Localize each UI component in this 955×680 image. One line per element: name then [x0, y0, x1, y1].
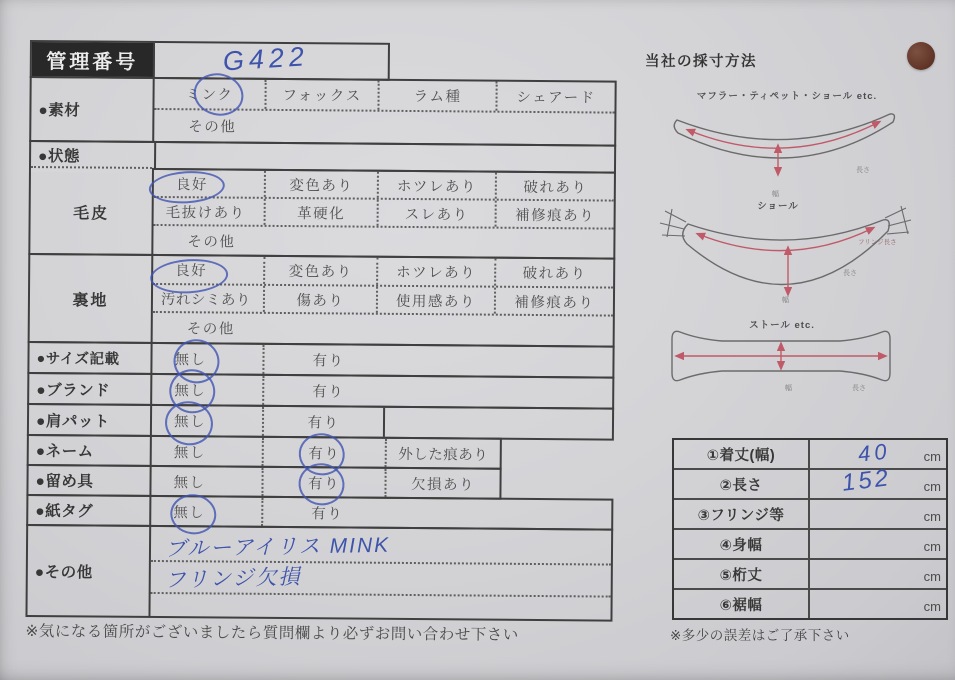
- measurement-value-cell: [810, 464, 946, 498]
- management-number-label: 管理番号: [32, 42, 155, 77]
- shawl-outline: [683, 220, 889, 285]
- measurement-value-cell: [810, 440, 946, 468]
- paper-tag-none: 無し: [173, 504, 206, 521]
- fastener-none: 無し: [173, 474, 206, 491]
- muffler-diagram: [652, 86, 947, 201]
- material-option-fox: フォックス: [264, 80, 377, 110]
- brand-label: ●ブランド: [29, 374, 152, 404]
- measurement-row-fringe: [674, 500, 946, 530]
- muffler-outline: [674, 114, 894, 158]
- measurement-row-hem-width: [674, 590, 946, 618]
- size-noted-yes: 有り: [262, 345, 392, 375]
- fur-label: 毛皮: [30, 169, 154, 254]
- lining-option-repaired: 補修痕あり: [494, 288, 613, 315]
- measurement-label: ⑤桁丈: [674, 560, 810, 588]
- measurement-value-cell: [810, 530, 946, 558]
- measurement-label: ①着丈(幅): [674, 440, 810, 468]
- stole-diagram: [652, 316, 944, 411]
- shawl-length-label: 長さ: [843, 270, 857, 277]
- condition-label-divider: [31, 166, 152, 173]
- stole-diagram-title: ストール etc.: [749, 320, 815, 331]
- lining-option-damaged: 傷あり: [263, 286, 376, 313]
- fur-other-label: その他: [187, 233, 236, 251]
- measurement-value-cell: [810, 500, 946, 528]
- other-notes-label: ●その他: [27, 526, 151, 616]
- lining-option-good: 良好: [175, 263, 208, 280]
- material-option-sheared: シェアード: [495, 82, 614, 112]
- name-tag-yes: 有り: [262, 438, 385, 467]
- stole-width-label: 幅: [785, 385, 792, 392]
- unit-label: cm: [923, 479, 941, 494]
- shawl-fringe-label: フリンジ長さ: [858, 239, 897, 246]
- name-tag-label: ●ネーム: [29, 436, 152, 465]
- muffler-width-label: 幅: [772, 191, 779, 198]
- brand-none: 無し: [174, 383, 207, 400]
- footer-note: ※気になる箇所がございましたら質問欄より必ずお問い合わせ下さい: [25, 622, 519, 644]
- measurement-value-cell: [810, 560, 946, 588]
- other-notes-row: [25, 524, 613, 622]
- lining-label: 裏地: [30, 255, 154, 342]
- material-option-lamb: ラム種: [377, 81, 495, 111]
- name-tag-none: 無し: [173, 444, 206, 461]
- lining-option-frayed: ホツレあり: [376, 258, 494, 286]
- fur-option-torn: 破れあり: [495, 173, 614, 200]
- brown-dot-sticker-icon: [907, 42, 935, 70]
- lining-option-used: 使用感あり: [376, 287, 494, 314]
- brand-yes: 有り: [262, 376, 392, 406]
- unit-label: cm: [923, 599, 941, 614]
- material-label: ●素材: [31, 78, 154, 141]
- shawl-width-label: 幅: [782, 297, 789, 304]
- name-tag-removed-trace: 外した痕あり: [385, 439, 500, 468]
- muffler-length-label: 長さ: [856, 167, 870, 174]
- lining-option-stained: 汚れシミあり: [160, 291, 252, 309]
- stole-length-label: 長さ: [852, 385, 866, 392]
- management-number-cell: [155, 43, 388, 79]
- measurement-label: ②長さ: [674, 470, 810, 498]
- unit-label: cm: [923, 539, 941, 554]
- handwritten-other-line1: ブルーアイリス MINK: [164, 533, 391, 561]
- measurement-row-length-width: [674, 440, 946, 470]
- measurement-label: ⑥裾幅: [674, 590, 810, 618]
- lining-option-torn: 破れあり: [494, 259, 613, 287]
- condition-label: ●状態: [38, 147, 81, 165]
- shawl-fringe-left: [660, 209, 686, 237]
- fastener-label: ●留め具: [28, 466, 151, 495]
- lining-other-label: その他: [186, 321, 235, 338]
- measurement-table: [672, 438, 948, 620]
- lining-block: [28, 253, 616, 348]
- size-noted-none: 無し: [174, 352, 207, 369]
- measurement-label: ④身幅: [674, 530, 810, 558]
- shawl-diagram: [648, 196, 948, 318]
- measurement-value-cell: [810, 590, 946, 618]
- material-option-mink: ミンク: [185, 87, 234, 104]
- handwritten-measurement-value: 40: [856, 438, 892, 467]
- material-row: [29, 76, 617, 147]
- fur-option-frayed: ホツレあり: [377, 172, 495, 199]
- handwritten-measurement-value: 152: [840, 464, 893, 497]
- measurement-row-body-width: [674, 530, 946, 560]
- unit-label: cm: [923, 449, 941, 464]
- shoulder-pad-yes: 有り: [262, 407, 385, 437]
- shoulder-pad-none: 無し: [173, 414, 207, 431]
- handwritten-other-line2: フリンジ欠損: [164, 565, 302, 593]
- unit-label: cm: [923, 509, 941, 524]
- paper-tag-yes: 有り: [261, 498, 391, 527]
- fur-option-good: 良好: [175, 176, 208, 193]
- measurement-row-length: [674, 464, 946, 500]
- fur-option-repaired: 補修痕あり: [495, 201, 614, 228]
- fur-block: [28, 167, 616, 260]
- fur-option-hairloss: 毛抜けあり: [165, 204, 246, 222]
- paper-tag-label: ●紙タグ: [28, 496, 151, 525]
- measurement-row-sleeve: [674, 560, 946, 590]
- fastener-yes: 有り: [261, 468, 384, 497]
- measuring-heading: 当社の採寸方法: [645, 54, 757, 70]
- size-noted-label: ●サイズ記載: [29, 343, 152, 373]
- fur-option-scuffed: スレあり: [377, 200, 495, 227]
- material-other-label: その他: [188, 119, 237, 136]
- lining-option-discolored: 変色あり: [263, 257, 376, 285]
- shawl-diagram-title: ショール: [757, 201, 799, 212]
- measurement-label: ③フリンジ等: [674, 500, 810, 528]
- fastener-missing: 欠損あり: [384, 469, 499, 498]
- handwritten-management-number: G422: [221, 41, 310, 77]
- tolerance-note: ※多少の誤差はご了承下さい: [670, 628, 850, 643]
- shoulder-pad-label: ●肩パット: [29, 405, 152, 435]
- fur-option-discolored: 変色あり: [264, 171, 377, 198]
- muffler-diagram-title: マフラー・ティペット・ショール etc.: [696, 91, 878, 102]
- fur-option-hardened: 革硬化: [264, 199, 377, 226]
- unit-label: cm: [923, 569, 941, 584]
